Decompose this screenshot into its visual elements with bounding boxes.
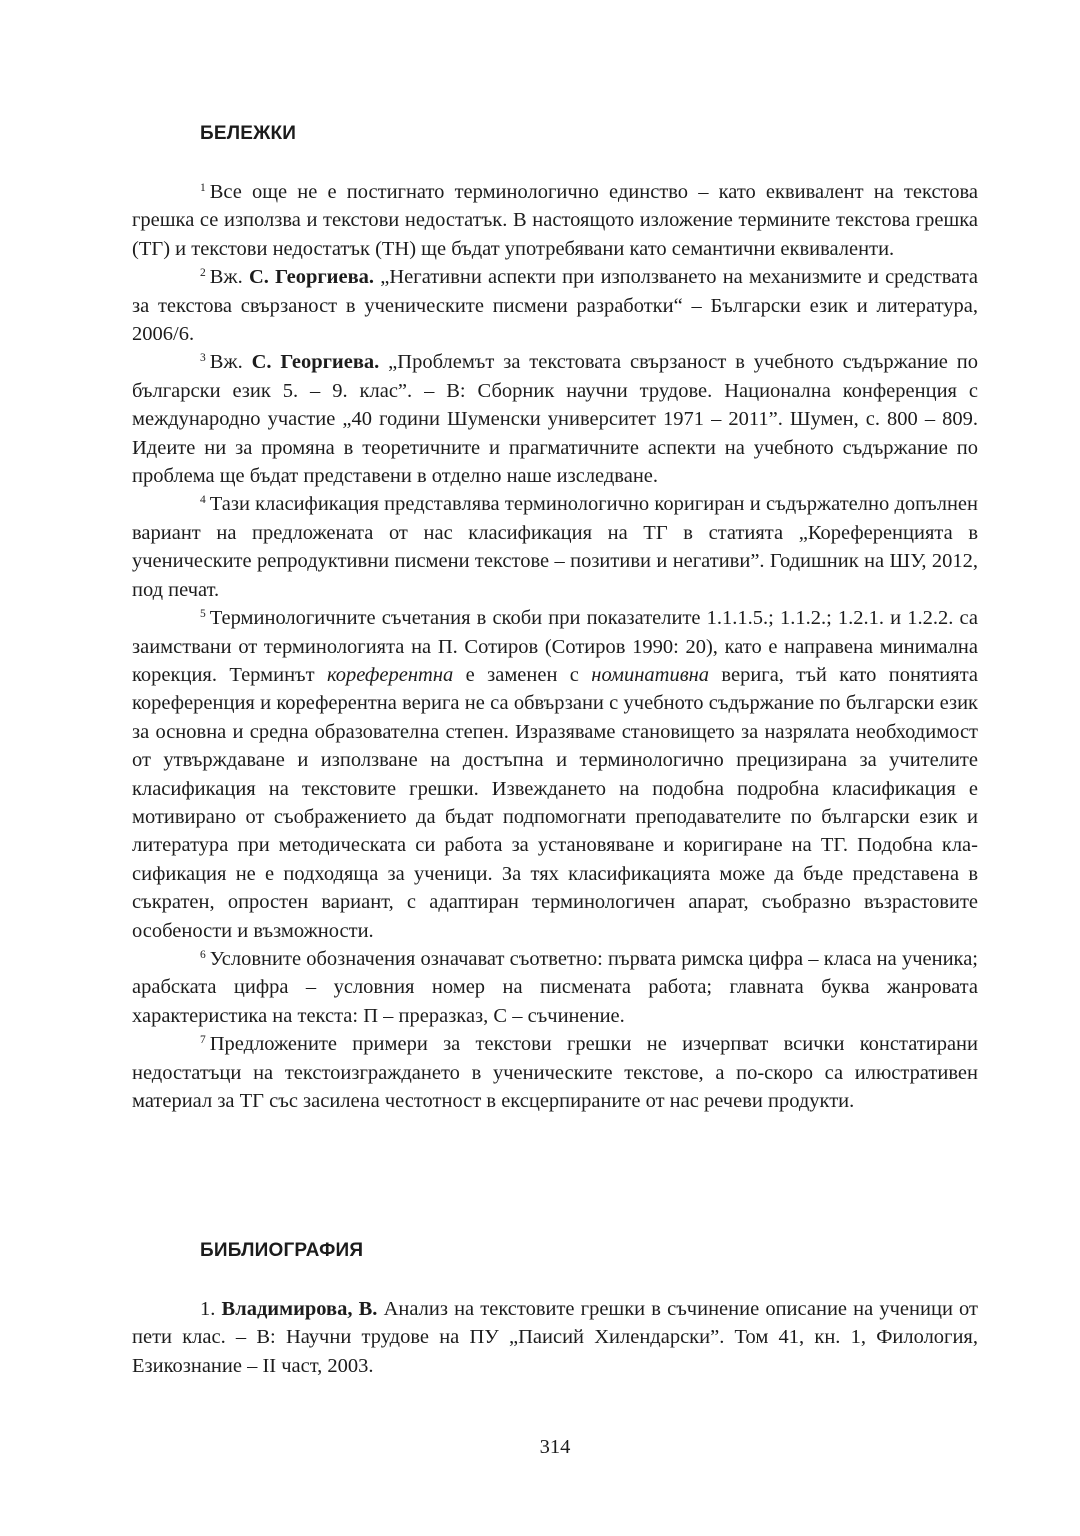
note-4 [132, 490, 978, 604]
note-text: Терминологичните съчетания в скоби при показателите 1.1.1.5.; 1.1.2.; 1.2.1. и 1.2.2. са заимствани от терминологията на П. Сотиров (Сотиров 1990: 20), като е направена минимална корекция. Терминът [132, 607, 978, 686]
entry-author: Владимирова, В. [221, 1298, 378, 1320]
footnote-marker: 1 [200, 182, 206, 194]
bibliography-entry [132, 1295, 978, 1380]
note-text: Тази класификация представлява терминологично коригиран и съдържателно допълнен вариант на предложената от нас класификация на ТГ в статията „Кореференцията в ученическите репродуктивни писмени текстове – позитиви и негативи”. Годишник на ШУ, 2012, под печат. [132, 493, 978, 601]
note-text: Условните обозначения означават съответно: първата римска цифра – класа на ученика; арабската цифра – условния номер на писмената работа; главната буква жанровата характеристика на текста: П – преразказ, С – съчинение. [132, 947, 978, 1027]
notes-list [132, 178, 978, 1115]
note-term-italic: кореферентна [326, 663, 454, 686]
note-lead: Вж. [209, 351, 243, 374]
note-lead: Вж. [209, 266, 243, 289]
entry-number: 1. [200, 1298, 216, 1320]
footnote-marker: 5 [200, 608, 206, 621]
footnote-marker: 6 [200, 948, 206, 961]
note-text: Все още не е постигнато терминологично единство – като еквивалент на текстова грешка се използва и текстови недостатък. В настоящото изложение термините текстова грешка (ТГ) и текстови недостатък (ТН) ще бъдат употребявани като семантични еквиваленти. [132, 181, 978, 260]
bibliography-heading: БИБЛИОГРАФИЯ [200, 1240, 364, 1261]
footnote-marker: 7 [200, 1034, 206, 1047]
bibliography-list [132, 1295, 978, 1380]
document-page [132, 0, 978, 1536]
note-7 [132, 1030, 978, 1115]
note-author: С. Георгиева. [248, 266, 375, 289]
note-1 [132, 178, 978, 263]
entry-text: Анализ на текстовите грешки в съчинение описание на ученици от пети клас. – В: Научни трудове на ПУ „Паисий Хилендарски”. Том 41, кн. 1, Филология, Езикознание – II част, 2003. [132, 1298, 978, 1377]
notes-heading: БЕЛЕЖКИ [200, 123, 297, 144]
footnote-marker: 2 [200, 267, 206, 280]
note-text: „Проблемът за текстовата свързаност в учебното съдържание по български език 5. – 9. клас”. – В: Сборник научни трудове. Национална конференция с международно участие „40 години Шуменски университет 1971 – 2011”. Шумен, с. 800 – 809. Идеите ни за промяна в теоретичните и прагматичните аспекти на учебното съдържание по проблема ще бъдат представени в отделно наше изследване. [132, 351, 978, 488]
note-text: е заменен с [465, 663, 579, 686]
footnote-marker: 3 [200, 352, 206, 365]
note-text: верига, тъй като понятията кореференция и кореферентна верига не са обвързани с учебното съдържание по български език за основна и средна образователна степен. Изразяваме становището за назрялата необходимост от утвърждаване и използване на достъпна и терминологично прецизирана за учителите класификация на текстовите грешки. Извеждането на подобна подробна класификация е мотивирано от съображението да бъдат подпомогнати преподавателите по български език и литература при методическата си работа за установяване и коригиране на ТГ. Подобна класификация не е подходяща за ученици. За тях класификацията може да бъде представена в съкратен, опростен вариант, с адаптиран терминологичен апарат, съобразно възрастовите особености и възможности. [132, 663, 979, 942]
page-number: 314 [539, 1436, 571, 1458]
note-term-italic: номинативна [591, 663, 710, 686]
footnote-marker: 4 [200, 494, 206, 507]
note-2 [132, 263, 978, 348]
note-author: С. Георгиева. [251, 351, 380, 374]
note-3 [132, 348, 978, 490]
note-5 [132, 604, 978, 945]
note-6 [132, 945, 978, 1030]
note-text: „Негативни аспекти при използването на механизмите и средствата за текстова свързаност в ученическите писмени разработки“ – Български език и литература, 2006/6. [132, 266, 979, 346]
note-text: Предложените примери за текстови грешки не изчерпват всички констатирани недостатъци на текстоизграждането в ученическите текстове, а по-скоро са илюстративен материал за ТГ със засилена честотност в ексцерпираните от нас речеви продукти. [132, 1033, 978, 1112]
